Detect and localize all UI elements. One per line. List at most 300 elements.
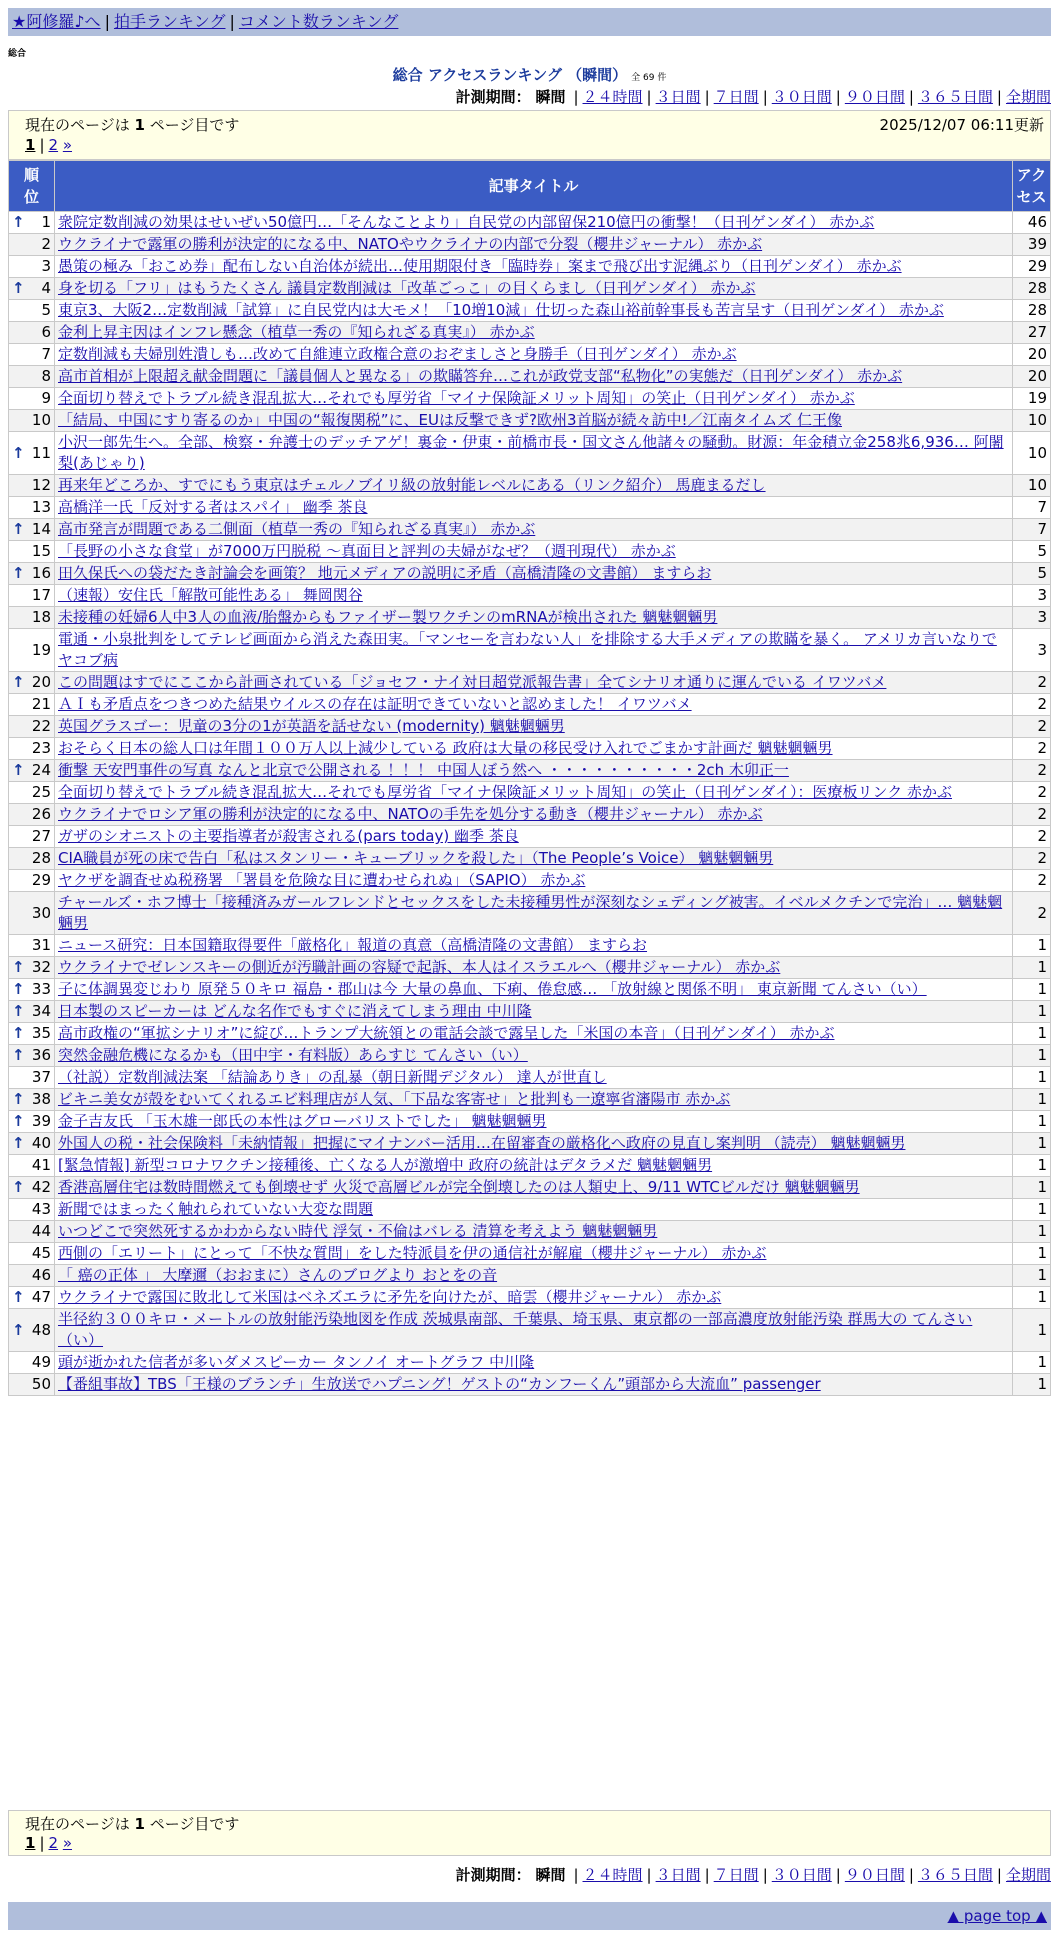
article-title-link[interactable]: 定数削減も夫婦別姓潰しも…改めて自維連立政権合意のおぞましさと身勝手（日刊ゲンダイ） 赤かぶ: [58, 345, 737, 363]
rank-number: 47: [31, 1288, 51, 1306]
table-row: [9, 870, 1051, 892]
rank-number: 8: [41, 367, 51, 385]
title-cell: [55, 1287, 1013, 1309]
rank-cell: [9, 848, 55, 870]
rank-cell: [9, 388, 55, 410]
rank-cell: [9, 541, 55, 563]
rank-cell: [9, 1067, 55, 1089]
article-title-link[interactable]: おそらく日本の総人口は年間１００万人以上減少している 政府は大量の移民受け入れでごまかす計画だ 魑魅魍魎男: [58, 739, 833, 757]
rank-up-arrow-icon: ↑: [12, 673, 25, 691]
article-title-link[interactable]: 「結局、中国にすり寄るのか」中国の“報復関税”に、EUは反撃できず?欧州3首脳が続々訪中!／江南タイムズ 仁王像: [58, 411, 842, 429]
title-cell: [55, 1155, 1013, 1177]
access-count: 1: [1013, 1067, 1051, 1089]
article-title-link[interactable]: 愚策の極み「おこめ券」配布しない自治体が続出…使用期限付き「臨時券」案まで飛び出す泥縄ぶり（日刊ゲンダイ） 赤かぶ: [58, 257, 902, 275]
access-count: 2: [1013, 826, 1051, 848]
title-cell: [55, 322, 1013, 344]
article-title-link[interactable]: この問題はすでにここから計画されている「ジョセフ・ナイ対日超党派報告書」全てシナリオ通りに運んでいる イワツバメ: [58, 673, 887, 691]
title-cell: [55, 826, 1013, 848]
article-title-link[interactable]: 未接種の妊婦6人中3人の血液/胎盤からもファイザー製ワクチンのmRNAが検出された 魑魅魍魎男: [58, 608, 718, 626]
title-cell: [55, 388, 1013, 410]
access-count: 3: [1013, 607, 1051, 629]
article-title-link[interactable]: ＡＩも矛盾点をつきつめた結果ウイルスの存在は証明できていないと認めました！ イワツバメ: [58, 695, 692, 713]
title-cell: [55, 234, 1013, 256]
article-title-link[interactable]: 身を切る「フリ」はもうたくさん 議員定数削減は「改革ごっこ」の目くらまし（日刊ゲンダイ） 赤かぶ: [58, 279, 756, 297]
rank-number: 3: [41, 257, 51, 275]
table-row: [9, 1111, 1051, 1133]
article-title-link[interactable]: 小沢一郎先生へ。全部、検察・弁護士のデッチアゲ！裏金・伊東・前橋市長・国文さん他諸々の騒動。財源：年金積立金258兆6,936… 阿闍梨(あじゃり): [58, 433, 1004, 472]
rank-up-arrow-icon: ↑: [12, 1024, 25, 1042]
title-cell: [55, 607, 1013, 629]
rank-up-arrow-icon: ↑: [12, 564, 25, 582]
table-row: [9, 344, 1051, 366]
rank-cell: [9, 716, 55, 738]
article-title-link[interactable]: ウクライナで露軍の勝利が決定的になる中、NATOやウクライナの内部で分裂（櫻井ジャーナル） 赤かぶ: [58, 235, 763, 253]
rank-number: 13: [31, 498, 51, 516]
table-row: [9, 278, 1051, 300]
table-row: [9, 1309, 1051, 1352]
period-option[interactable]: 全期間: [1005, 1866, 1051, 1884]
access-count: 2: [1013, 804, 1051, 826]
access-count: 1: [1013, 1287, 1051, 1309]
article-title-link[interactable]: 田久保氏への袋だたき討論会を画策？ 地元メディアの説明に矛盾（高橋清隆の文書館） ますらお: [58, 564, 712, 582]
article-title-link[interactable]: 金子吉友氏 「玉木雄一郎氏の本性はグローバリストでした」 魑魅魍魎男: [58, 1112, 547, 1130]
rank-cell: [9, 629, 55, 672]
current-page-text: 現在のページは 1 ページ目です: [25, 116, 240, 134]
rank-cell: [9, 1155, 55, 1177]
article-title-link[interactable]: いつどこで突然死するかわからない時代 浮気・不倫はバレる 清算を考えよう 魑魅魍魎男: [58, 1222, 658, 1240]
page-title-text: 総合 アクセスランキング （瞬間）: [392, 66, 628, 84]
title-cell: [55, 585, 1013, 607]
rank-number: 16: [31, 564, 51, 582]
access-count: 1: [1013, 1221, 1051, 1243]
table-header-row: [9, 161, 1051, 212]
table-row: [9, 716, 1051, 738]
table-row: [9, 848, 1051, 870]
header-rank: 順位: [9, 161, 55, 212]
rank-up-arrow-icon: ↑: [12, 1112, 25, 1130]
table-row: [9, 519, 1051, 541]
title-cell: [55, 694, 1013, 716]
article-title-link[interactable]: ヤクザを調査せぬ税務署 「署員を危険な目に遭わせられぬ」（SAPIO） 赤かぶ: [58, 871, 586, 889]
rank-number: 28: [31, 849, 51, 867]
access-count: 2: [1013, 782, 1051, 804]
table-row: [9, 212, 1051, 234]
page-top-link[interactable]: ▲ page top ▲: [947, 1907, 1047, 1925]
rank-cell: [9, 300, 55, 322]
rank-cell: [9, 1309, 55, 1352]
period-label: 計測期間：: [455, 88, 531, 106]
table-row: [9, 782, 1051, 804]
table-row: [9, 672, 1051, 694]
rank-up-arrow-icon: ↑: [12, 279, 25, 297]
rank-number: 37: [31, 1068, 51, 1086]
table-row: [9, 760, 1051, 782]
title-cell: [55, 738, 1013, 760]
rank-cell: [9, 892, 55, 935]
title-cell: [55, 278, 1013, 300]
article-title-link[interactable]: ウクライナでゼレンスキーの側近が汚職計画の容疑で起訴、本人はイスラエルへ（櫻井ジャーナル） 赤かぶ: [58, 958, 781, 976]
period-selector-bottom: 計測期間： 瞬間 | ２４時間 | ３日間 | ７日間 | ３０日間 | ９０日間 | ３６５日間 | 全期間: [455, 1866, 1051, 1884]
title-cell: [55, 979, 1013, 1001]
table-row: [9, 432, 1051, 475]
rank-number: 49: [31, 1353, 51, 1371]
period-option[interactable]: 全期間: [1005, 88, 1051, 106]
access-count: 1: [1013, 1001, 1051, 1023]
title-cell: [55, 541, 1013, 563]
rank-cell: [9, 1001, 55, 1023]
article-title-link[interactable]: ビキニ美女が殻をむいてくれるエビ料理店が人気、「下品な客寄せ」と批判も一遼寧省瀋陽市 赤かぶ: [58, 1090, 731, 1108]
pagination-bottom: 1 | 2 »: [25, 1834, 73, 1852]
rank-cell: [9, 804, 55, 826]
title-cell: [55, 432, 1013, 475]
title-cell: [55, 410, 1013, 432]
article-title-link[interactable]: ガザのシオニストの主要指導者が殺害される(pars today) 幽季 茶良: [58, 827, 519, 845]
title-cell: [55, 760, 1013, 782]
access-count: 39: [1013, 234, 1051, 256]
title-cell: [55, 1023, 1013, 1045]
period-option[interactable]: ３０日間: [771, 1866, 832, 1884]
access-count: 27: [1013, 322, 1051, 344]
page-link-2[interactable]: 2: [48, 136, 59, 154]
title-cell: [55, 1199, 1013, 1221]
rank-cell: [9, 1089, 55, 1111]
table-row: [9, 1265, 1051, 1287]
title-cell: [55, 344, 1013, 366]
table-row: [9, 585, 1051, 607]
access-count: 1: [1013, 1309, 1051, 1352]
rank-cell: [9, 607, 55, 629]
title-cell: [55, 497, 1013, 519]
nav-separator: |: [104, 12, 110, 31]
rank-number: 33: [31, 980, 51, 998]
rank-cell: [9, 1177, 55, 1199]
article-title-link[interactable]: （社説）定数削減法案 「結論ありき」の乱暴（朝日新聞デジタル） 達人が世直し: [58, 1068, 607, 1086]
bottom-bar: [8, 1902, 1051, 1930]
title-cell: [55, 1265, 1013, 1287]
title-cell: [55, 935, 1013, 957]
period-option[interactable]: ２４時間: [582, 88, 643, 106]
rank-number: 35: [31, 1024, 51, 1042]
rank-up-arrow-icon: ↑: [12, 761, 25, 779]
rank-number: 23: [31, 739, 51, 757]
rank-number: 41: [31, 1156, 51, 1174]
access-count: 1: [1013, 979, 1051, 1001]
table-row: [9, 1023, 1051, 1045]
rank-number: 17: [31, 586, 51, 604]
table-row: [9, 388, 1051, 410]
rank-up-arrow-icon: ↑: [12, 1134, 25, 1152]
table-row: [9, 1352, 1051, 1374]
table-row: [9, 322, 1051, 344]
title-cell: [55, 870, 1013, 892]
article-title-link[interactable]: 高市政権の“軍拡シナリオ”に綻び…トランプ大統領との電話会談で露呈した「米国の本音」（日刊ゲンダイ） 赤かぶ: [58, 1024, 835, 1042]
header-title: 記事タイトル: [55, 161, 1013, 212]
period-current: 瞬間: [535, 1866, 566, 1884]
period-option[interactable]: ９０日間: [844, 88, 905, 106]
article-title-link[interactable]: ニュース研究：日本国籍取得要件「厳格化」報道の真意（高橋清隆の文書館） ますらお: [58, 936, 648, 954]
rank-cell: [9, 935, 55, 957]
page-info-bottom: [8, 1810, 1051, 1856]
rank-number: 20: [31, 673, 51, 691]
article-title-link[interactable]: 西側の「エリート」にとって「不快な質問」をした特派員を伊の通信社が解雇（櫻井ジャーナル） 赤かぶ: [58, 1244, 767, 1262]
rank-cell: [9, 212, 55, 234]
title-cell: [55, 563, 1013, 585]
table-row: [9, 1199, 1051, 1221]
rank-number: 44: [31, 1222, 51, 1240]
rank-number: 43: [31, 1200, 51, 1218]
rank-number: 24: [31, 761, 51, 779]
rank-cell: [9, 1265, 55, 1287]
article-title-link[interactable]: [緊急情報] 新型コロナワクチン接種後、亡くなる人が激増中 政府の統計はデタラメだ 魑魅魍魎男: [58, 1156, 713, 1174]
table-row: [9, 1067, 1051, 1089]
article-title-link[interactable]: 日本製のスピーカーは どんな名作でもすぐに消えてしまう理由 中川隆: [58, 1002, 532, 1020]
rank-number: 42: [31, 1178, 51, 1196]
period-option[interactable]: ７日間: [713, 88, 759, 106]
table-row: [9, 1221, 1051, 1243]
rank-cell: [9, 410, 55, 432]
total-count: 全 69 件: [631, 73, 667, 83]
rank-up-arrow-icon: ↑: [12, 1320, 25, 1339]
article-title-link[interactable]: 高市発言が問題である二側面（植草一秀の『知られざる真実』） 赤かぶ: [58, 520, 536, 538]
title-cell: [55, 519, 1013, 541]
access-count: 1: [1013, 1045, 1051, 1067]
article-title-link[interactable]: （速報）安住氏「解散可能性ある」 舞岡関谷: [58, 586, 363, 604]
access-count: 1: [1013, 1265, 1051, 1287]
rank-cell: [9, 278, 55, 300]
access-count: 1: [1013, 1023, 1051, 1045]
access-count: 1: [1013, 1111, 1051, 1133]
rank-cell: [9, 563, 55, 585]
article-title-link[interactable]: 「 癌の正体 」 大摩邇（おおまに）さんのブログより おとをの音: [58, 1266, 498, 1284]
article-title-link[interactable]: 半径約３００キロ・メートルの放射能汚染地図を作成 茨城県南部、千葉県、埼玉県、東京都の一部高濃度放射能汚染 群馬大の てんさい（い）: [58, 1310, 973, 1349]
table-row: [9, 475, 1051, 497]
article-title-link[interactable]: 東京3、大阪2…定数削減「試算」に自民党内は大モメ！「10増10減」仕切った森山裕前幹事長も苦言呈す（日刊ゲンダイ） 赤かぶ: [58, 301, 944, 319]
home-link[interactable]: ★阿修羅♪へ: [12, 12, 101, 31]
period-option[interactable]: ３６５日間: [917, 88, 993, 106]
page-link-2[interactable]: 2: [48, 1834, 59, 1852]
title-cell: [55, 300, 1013, 322]
title-cell: [55, 804, 1013, 826]
period-option[interactable]: ３０日間: [771, 88, 832, 106]
access-count: 1: [1013, 1089, 1051, 1111]
table-row: [9, 935, 1051, 957]
access-count: 3: [1013, 585, 1051, 607]
period-option[interactable]: ３６５日間: [917, 1866, 993, 1884]
comment-ranking-link[interactable]: コメント数ランキング: [238, 12, 399, 31]
rank-cell: [9, 1023, 55, 1045]
table-row: [9, 979, 1051, 1001]
article-title-link[interactable]: 高市首相が上限超え献金問題に「議員個人と異なる」の欺瞞答弁…これが政党支部“私物化”の実態だ（日刊ゲンダイ） 赤かぶ: [58, 367, 903, 385]
title-cell: [55, 1309, 1013, 1352]
rank-number: 10: [31, 411, 51, 429]
rank-cell: [9, 1133, 55, 1155]
rank-number: 2: [41, 235, 51, 253]
rank-number: 4: [41, 279, 51, 297]
access-count: 1: [1013, 1374, 1051, 1396]
table-row: [9, 1177, 1051, 1199]
rank-number: 9: [41, 389, 51, 407]
access-count: 2: [1013, 694, 1051, 716]
title-cell: [55, 1001, 1013, 1023]
next-page-link[interactable]: »: [62, 136, 73, 154]
rank-up-arrow-icon: ↑: [12, 443, 25, 462]
period-option[interactable]: ７日間: [713, 1866, 759, 1884]
rank-cell: [9, 1221, 55, 1243]
title-cell: [55, 1133, 1013, 1155]
title-cell: [55, 1374, 1013, 1396]
period-option[interactable]: ９０日間: [844, 1866, 905, 1884]
access-count: 5: [1013, 563, 1051, 585]
period-option[interactable]: ２４時間: [582, 1866, 643, 1884]
article-title-link[interactable]: 【番組事故】TBS「王様のブランチ」生放送でハプニング！ゲストの“カンフーくん”頭部から大流血” passenger: [58, 1375, 821, 1393]
rank-cell: [9, 672, 55, 694]
table-row: [9, 1089, 1051, 1111]
rank-cell: [9, 760, 55, 782]
rank-cell: [9, 738, 55, 760]
access-count: 19: [1013, 388, 1051, 410]
page-current: 1: [25, 136, 36, 154]
article-title-link[interactable]: 「長野の小さな食堂」が7000万円脱税 ～真面目と評判の夫婦がなぜ？（週刊現代） 赤かぶ: [58, 542, 676, 560]
access-count: 2: [1013, 672, 1051, 694]
rank-number: 29: [31, 871, 51, 889]
rank-number: 38: [31, 1090, 51, 1108]
rank-number: 50: [31, 1375, 51, 1393]
ranking-body: [9, 212, 1051, 1396]
current-page-text-bottom: 現在のページは 1 ページ目です: [25, 1815, 240, 1833]
access-count: 2: [1013, 870, 1051, 892]
rank-cell: [9, 497, 55, 519]
article-title-link[interactable]: 突然金融危機になるかも（田中宇・有料版）あらすじ てんさい（い）: [58, 1046, 528, 1064]
rank-number: 30: [31, 903, 51, 922]
title-cell: [55, 1221, 1013, 1243]
article-title-link[interactable]: 子に体調異変じわり 原発５０キロ 福島・郡山は今 大量の鼻血、下痢、倦怠感… 「放射線と関係不明」 東京新聞 てんさい（い）: [58, 980, 927, 998]
rank-cell: [9, 519, 55, 541]
nav-separator: |: [229, 12, 235, 31]
article-title-link[interactable]: 再来年どころか、すでにもう東京はチェルノブイリ級の放射能レベルにある（リンク紹介） 馬鹿まるだし: [58, 476, 766, 494]
page-title: [0, 64, 1059, 85]
rank-number: 36: [31, 1046, 51, 1064]
rank-number: 34: [31, 1002, 51, 1020]
table-row: [9, 563, 1051, 585]
table-row: [9, 300, 1051, 322]
rank-number: 12: [31, 476, 51, 494]
access-count: 2: [1013, 738, 1051, 760]
rank-number: 27: [31, 827, 51, 845]
table-row: [9, 1243, 1051, 1265]
article-title-link[interactable]: 外国人の税・社会保険料「未納情報」把握にマイナンバー活用…在留審査の厳格化へ政府の見直し案判明 （読売） 魑魅魍魎男: [58, 1134, 906, 1152]
access-count: 2: [1013, 892, 1051, 935]
access-count: 28: [1013, 278, 1051, 300]
title-cell: [55, 366, 1013, 388]
access-count: 2: [1013, 760, 1051, 782]
article-title-link[interactable]: 香港高層住宅は数時間燃えても倒壊せず 火災で高層ビルが完全倒壊したのは人類史上、9/11 WTCビルだけ 魑魅魍魎男: [58, 1178, 860, 1196]
access-count: 3: [1013, 629, 1051, 672]
rank-number: 19: [31, 640, 51, 659]
header-access: アクセス: [1013, 161, 1051, 212]
access-count: 10: [1013, 432, 1051, 475]
table-row: [9, 1133, 1051, 1155]
table-row: [9, 957, 1051, 979]
period-label: 計測期間：: [455, 1866, 531, 1884]
access-count: 1: [1013, 1352, 1051, 1374]
article-title-link[interactable]: ウクライナでロシア軍の勝利が決定的になる中、NATOの手先を処分する動き（櫻井ジャーナル） 赤かぶ: [58, 805, 763, 823]
access-count: 10: [1013, 475, 1051, 497]
title-cell: [55, 716, 1013, 738]
title-cell: [55, 1111, 1013, 1133]
table-row: [9, 366, 1051, 388]
rank-number: 6: [41, 323, 51, 341]
rank-up-arrow-icon: ↑: [12, 958, 25, 976]
next-page-link[interactable]: »: [62, 1834, 73, 1852]
article-title-link[interactable]: CIA職員が死の床で告白「私はスタンリー・キューブリックを殺した」（The People’s Voice） 魑魅魍魎男: [58, 849, 774, 867]
title-cell: [55, 1067, 1013, 1089]
rank-cell: [9, 957, 55, 979]
title-cell: [55, 212, 1013, 234]
access-count: 10: [1013, 410, 1051, 432]
rank-up-arrow-icon: ↑: [12, 1046, 25, 1064]
ranking-table: [8, 160, 1051, 1396]
access-count: 2: [1013, 716, 1051, 738]
table-row: [9, 497, 1051, 519]
title-cell: [55, 256, 1013, 278]
article-title-link[interactable]: 新聞ではまったく触れられていない大変な問題: [58, 1200, 374, 1218]
article-title-link[interactable]: 英国グラスゴー：児童の3分の1が英語を話せない (modernity) 魑魅魍魎男: [58, 717, 565, 735]
rank-number: 15: [31, 542, 51, 560]
rank-cell: [9, 475, 55, 497]
table-row: [9, 1045, 1051, 1067]
rank-number: 26: [31, 805, 51, 823]
table-row: [9, 1374, 1051, 1396]
pagination: 1 | 2 »: [25, 136, 73, 154]
article-title-link[interactable]: 全面切り替えでトラブル続き混乱拡大…それでも厚労省「マイナ保険証メリット周知」の笑止（日刊ゲンダイ）：医療板リンク 赤かぶ: [58, 783, 952, 801]
rank-up-arrow-icon: ↑: [12, 520, 25, 538]
article-title-link[interactable]: 全面切り替えでトラブル続き混乱拡大…それでも厚労省「マイナ保険証メリット周知」の笑止（日刊ゲンダイ） 赤かぶ: [58, 389, 855, 407]
article-title-link[interactable]: 金利上昇主因はインフレ懸念（植草一秀の『知られざる真実』） 赤かぶ: [58, 323, 535, 341]
rank-up-arrow-icon: ↑: [12, 980, 25, 998]
title-cell: [55, 1177, 1013, 1199]
access-count: 1: [1013, 1243, 1051, 1265]
period-option[interactable]: ３日間: [655, 1866, 701, 1884]
rank-number: 39: [31, 1112, 51, 1130]
applause-ranking-link[interactable]: 拍手ランキング: [113, 12, 226, 31]
table-row: [9, 629, 1051, 672]
article-title-link[interactable]: 衝撃 天安門事件の写真 なんと北京で公開される ！！！ 中国人ぼう然へ ・・・・・・・・・・2ch 木卯正一: [58, 761, 789, 779]
article-title-link[interactable]: ウクライナで露国に敗北して米国はベネズエラに矛先を向けたが、暗雲（櫻井ジャーナル） 赤かぶ: [58, 1288, 722, 1306]
article-title-link[interactable]: 電通・小泉批判をしてテレビ画面から消えた森田実。「マンセーを言わない人」を排除する大手メディアの欺瞞を暴く。 アメリカ言いなりでヤコブ病: [58, 630, 997, 669]
period-option[interactable]: ３日間: [655, 88, 701, 106]
access-count: 1: [1013, 1177, 1051, 1199]
rank-number: 7: [41, 345, 51, 363]
rank-number: 14: [31, 520, 51, 538]
rank-cell: [9, 694, 55, 716]
article-title-link[interactable]: 頭が逝かれた信者が多いダメスピーカー タンノイ オートグラフ 中川隆: [58, 1353, 535, 1371]
rank-number: 48: [31, 1320, 51, 1339]
article-title-link[interactable]: 衆院定数削減の効果はせいぜい50億円…「そんなことより」自民党の内部留保210億円の衝撃！（日刊ゲンダイ） 赤かぶ: [58, 213, 875, 231]
title-cell: [55, 1045, 1013, 1067]
article-title-link[interactable]: チャールズ・ホフ博士「接種済みガールフレンドとセックスをした未接種男性が深刻なシェディング被害。イベルメクチンで完治」… 魑魅魍魎男: [58, 893, 1003, 932]
table-row: [9, 1001, 1051, 1023]
rank-number: 21: [31, 695, 51, 713]
rank-up-arrow-icon: ↑: [12, 1002, 25, 1020]
rank-up-arrow-icon: ↑: [12, 1288, 25, 1306]
article-title-link[interactable]: 高橋洋一氏「反対する者はスパイ」 幽季 茶良: [58, 498, 368, 516]
rank-number: 45: [31, 1244, 51, 1262]
page-info-top: [8, 110, 1051, 160]
rank-up-arrow-icon: ↑: [12, 1178, 25, 1196]
access-count: 7: [1013, 519, 1051, 541]
rank-number: 46: [31, 1266, 51, 1284]
category-label: 総合: [8, 49, 27, 59]
